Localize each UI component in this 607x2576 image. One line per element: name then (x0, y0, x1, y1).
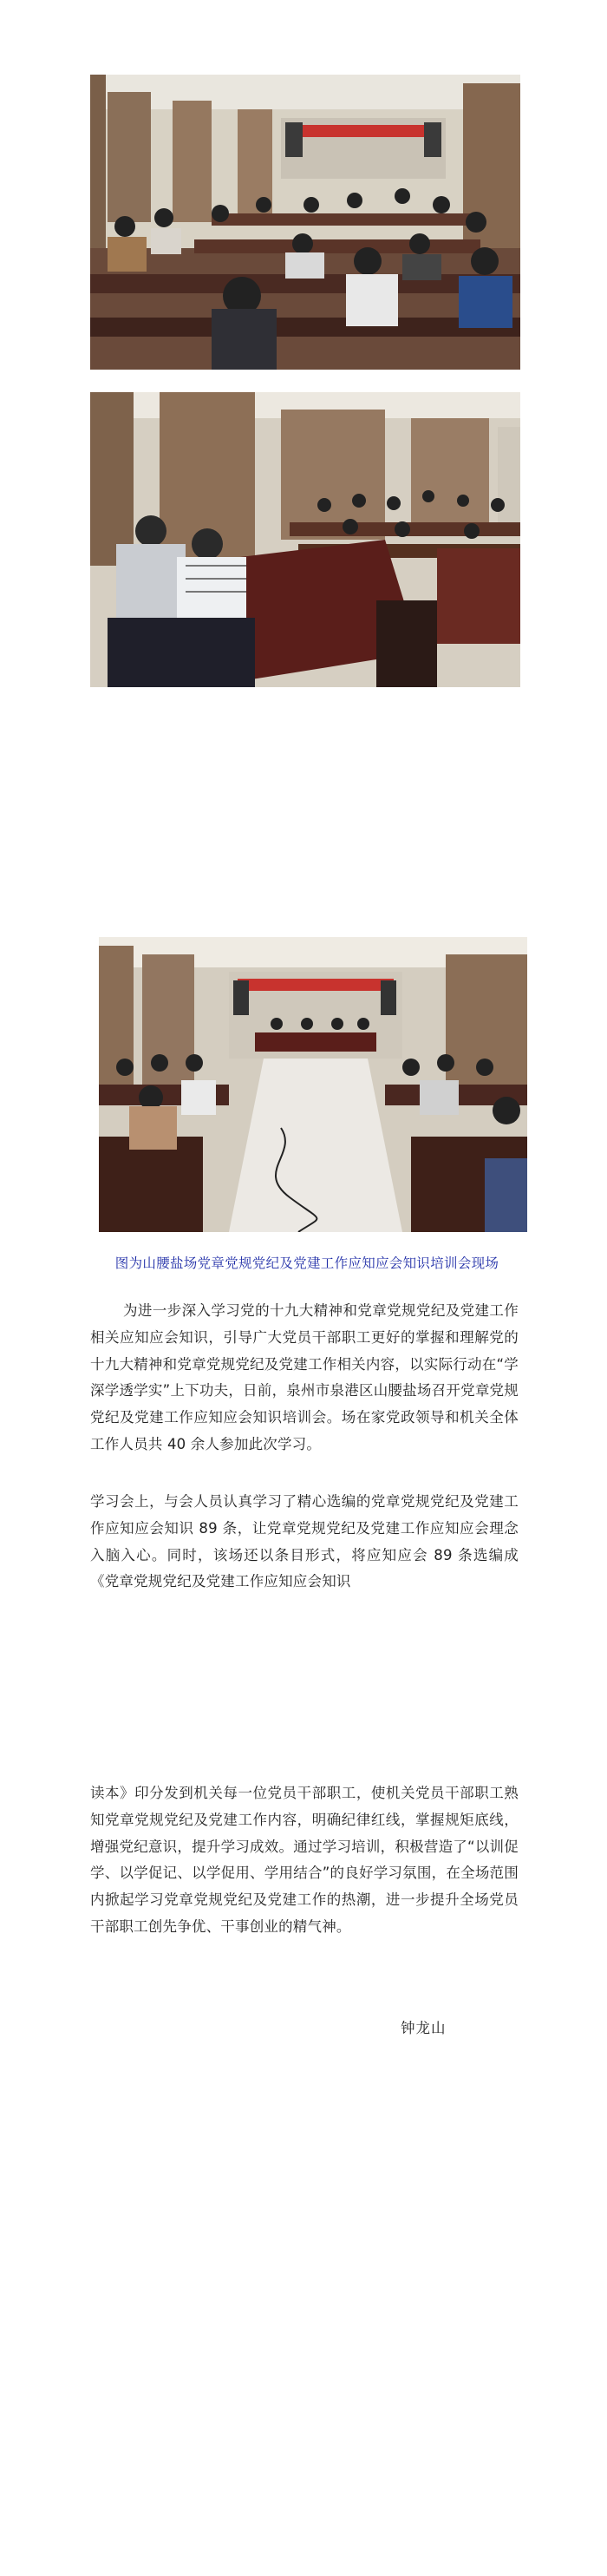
body-paragraph-3: 读本》印分发到机关每一位党员干部职工，使机关党员干部职工熟知党章党规党纪及党建工作内容，明确纪律红线，掌握规矩底线，增强党纪意识，提升学习成效。通过学习培训，积极营造了“以训促学、以学促记、以学促用、学用结合”的良好学习氛围，在全场范围内掀起学习党章党规党纪及党建工作的热潮，进一步提升全场党员干部职工创先争优、干事创业的精气神。 (90, 1785, 519, 1935)
meeting-photo-2 (90, 392, 520, 687)
meeting-photo-1-image (90, 75, 520, 370)
body-paragraph-1: 为进一步深入学习党的十九大精神和党章党规党纪及党建工作相关应知应会知识，引导广大党员干部职工更好的掌握和理解党的十九大精神和党章党规党纪及党建工作相关内容，以实际行动在“学深学透学实”上下功夫，日前，泉州市泉港区山腰盐场召开党章党规党纪及党建工作应知应会知识培训会。场在家党政领导和机关全体工作人员共 40 余人参加此次学习。 (90, 1302, 519, 1452)
photo-caption: 图为山腰盐场党章党规党纪及党建工作应知应会知识培训会现场 (114, 1255, 499, 1271)
meeting-photo-2-image (90, 392, 520, 687)
meeting-photo-3-image (99, 937, 527, 1232)
meeting-photo-1 (90, 75, 520, 370)
meeting-photo-3 (99, 937, 527, 1232)
body-paragraph-2: 学习会上，与会人员认真学习了精心选编的党章党规党纪及党建工作应知应会知识 89 条，让党章党规党纪及党建工作应知应会理念入脑入心。同时，该场还以条目形式，将应知应会 89 条选编成《党章党规党纪及党建工作应知应会知识 (90, 1493, 519, 1590)
author-signature: 钟龙山 (401, 2020, 447, 2036)
